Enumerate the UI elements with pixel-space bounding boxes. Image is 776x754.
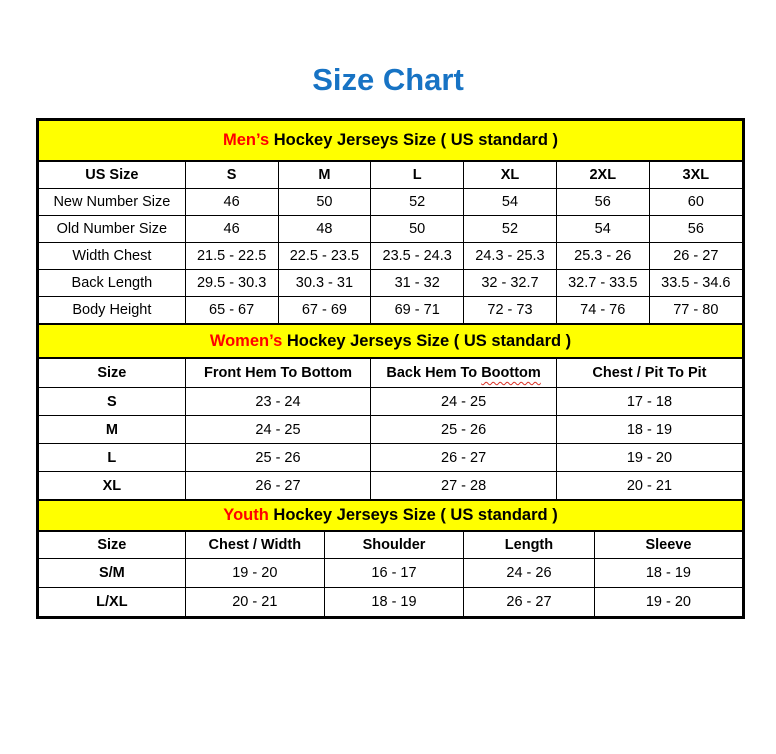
table-row [39, 270, 742, 297]
mens-cell: 69 - 71 [371, 297, 464, 324]
mens-col-header-3xl: 3XL [649, 162, 742, 189]
mens-cell: 50 [371, 216, 464, 243]
womens-cell: 26 - 27 [371, 444, 557, 472]
womens-row-label: XL [39, 472, 185, 500]
mens-cell: 21.5 - 22.5 [185, 243, 278, 270]
womens-col-header-front: Front Hem To Bottom [185, 359, 371, 388]
mens-cell: 31 - 32 [371, 270, 464, 297]
mens-cell: 54 [556, 216, 649, 243]
womens-cell: 23 - 24 [185, 388, 371, 416]
table-row [39, 559, 742, 588]
mens-cell: 33.5 - 34.6 [649, 270, 742, 297]
table-row [39, 588, 742, 617]
womens-cell: 19 - 20 [556, 444, 742, 472]
mens-cell: 74 - 76 [556, 297, 649, 324]
size-chart-frame [36, 118, 745, 619]
mens-section-title: Hockey Jerseys Size ( US standard ) [269, 131, 559, 149]
mens-cell: 46 [185, 189, 278, 216]
womens-cell: 25 - 26 [185, 444, 371, 472]
youth-section-header [39, 499, 742, 532]
table-row [39, 388, 742, 416]
mens-size-table [39, 162, 742, 323]
table-row [39, 472, 742, 500]
mens-col-header-m: M [278, 162, 371, 189]
youth-cell: 19 - 20 [185, 559, 324, 588]
mens-cell: 56 [556, 189, 649, 216]
womens-col-header-size: Size [39, 359, 185, 388]
mens-col-header-l: L [371, 162, 464, 189]
mens-cell: 52 [464, 216, 557, 243]
table-row [39, 189, 742, 216]
mens-cell: 30.3 - 31 [278, 270, 371, 297]
womens-cell: 26 - 27 [185, 472, 371, 500]
mens-row-label: Body Height [39, 297, 185, 324]
womens-section-header [39, 323, 742, 359]
mens-cell: 52 [371, 189, 464, 216]
youth-cell: 18 - 19 [324, 588, 463, 617]
youth-col-header-shoulder: Shoulder [324, 532, 463, 559]
mens-cell: 48 [278, 216, 371, 243]
mens-cell: 32 - 32.7 [464, 270, 557, 297]
womens-row-label: L [39, 444, 185, 472]
mens-cell: 77 - 80 [649, 297, 742, 324]
womens-cell: 18 - 19 [556, 416, 742, 444]
mens-row-label: Width Chest [39, 243, 185, 270]
womens-cell: 25 - 26 [371, 416, 557, 444]
mens-cell: 23.5 - 24.3 [371, 243, 464, 270]
mens-cell: 56 [649, 216, 742, 243]
table-row [39, 444, 742, 472]
youth-cell: 19 - 20 [594, 588, 742, 617]
mens-row-label: New Number Size [39, 189, 185, 216]
table-row [39, 243, 742, 270]
mens-cell: 50 [278, 189, 371, 216]
mens-cell: 26 - 27 [649, 243, 742, 270]
womens-cell: 27 - 28 [371, 472, 557, 500]
mens-cell: 46 [185, 216, 278, 243]
youth-cell: 20 - 21 [185, 588, 324, 617]
mens-cell: 60 [649, 189, 742, 216]
mens-cell: 54 [464, 189, 557, 216]
youth-row-label: L/XL [39, 588, 185, 617]
youth-cell: 16 - 17 [324, 559, 463, 588]
womens-cell: 24 - 25 [185, 416, 371, 444]
youth-section-highlight: Youth [223, 506, 269, 524]
youth-section-title: Hockey Jerseys Size ( US standard ) [268, 506, 558, 524]
mens-row-label: Back Length [39, 270, 185, 297]
table-row [39, 216, 742, 243]
womens-cell: 20 - 21 [556, 472, 742, 500]
mens-cell: 29.5 - 30.3 [185, 270, 278, 297]
mens-header-row [39, 162, 742, 189]
youth-cell: 24 - 26 [464, 559, 595, 588]
womens-header-row [39, 359, 742, 388]
womens-row-label: M [39, 416, 185, 444]
youth-size-table [39, 532, 742, 616]
mens-cell: 24.3 - 25.3 [464, 243, 557, 270]
mens-cell: 22.5 - 23.5 [278, 243, 371, 270]
womens-cell: 24 - 25 [371, 388, 557, 416]
mens-col-header-xl: XL [464, 162, 557, 189]
womens-section-highlight: Women’s [209, 331, 283, 350]
womens-cell: 17 - 18 [556, 388, 742, 416]
mens-cell: 65 - 67 [185, 297, 278, 324]
mens-col-header-2xl: 2XL [556, 162, 649, 189]
youth-row-label: S/M [39, 559, 185, 588]
youth-header-row [39, 532, 742, 559]
mens-col-header-us-size: US Size [39, 162, 185, 189]
womens-section-title: Hockey Jerseys Size ( US standard ) [282, 331, 572, 350]
table-row [39, 297, 742, 324]
youth-col-header-chest: Chest / Width [185, 532, 324, 559]
mens-col-header-s: S [185, 162, 278, 189]
womens-back-header-misspelled-word: Boottom [481, 365, 541, 381]
mens-cell: 25.3 - 26 [556, 243, 649, 270]
womens-col-header-chest: Chest / Pit To Pit [556, 359, 742, 388]
mens-section-header [39, 121, 742, 162]
mens-section-highlight: Men’s [222, 131, 270, 149]
page-title: Size Chart [312, 62, 464, 97]
womens-size-table [39, 359, 742, 499]
youth-col-header-size: Size [39, 532, 185, 559]
mens-cell: 72 - 73 [464, 297, 557, 324]
youth-cell: 26 - 27 [464, 588, 595, 617]
table-row [39, 416, 742, 444]
womens-col-header-back [371, 359, 557, 388]
mens-cell: 32.7 - 33.5 [556, 270, 649, 297]
youth-col-header-sleeve: Sleeve [594, 532, 742, 559]
womens-row-label: S [39, 388, 185, 416]
womens-back-header-prefix: Back Hem To [386, 365, 478, 381]
mens-row-label: Old Number Size [39, 216, 185, 243]
mens-cell: 67 - 69 [278, 297, 371, 324]
youth-col-header-length: Length [464, 532, 595, 559]
youth-cell: 18 - 19 [594, 559, 742, 588]
